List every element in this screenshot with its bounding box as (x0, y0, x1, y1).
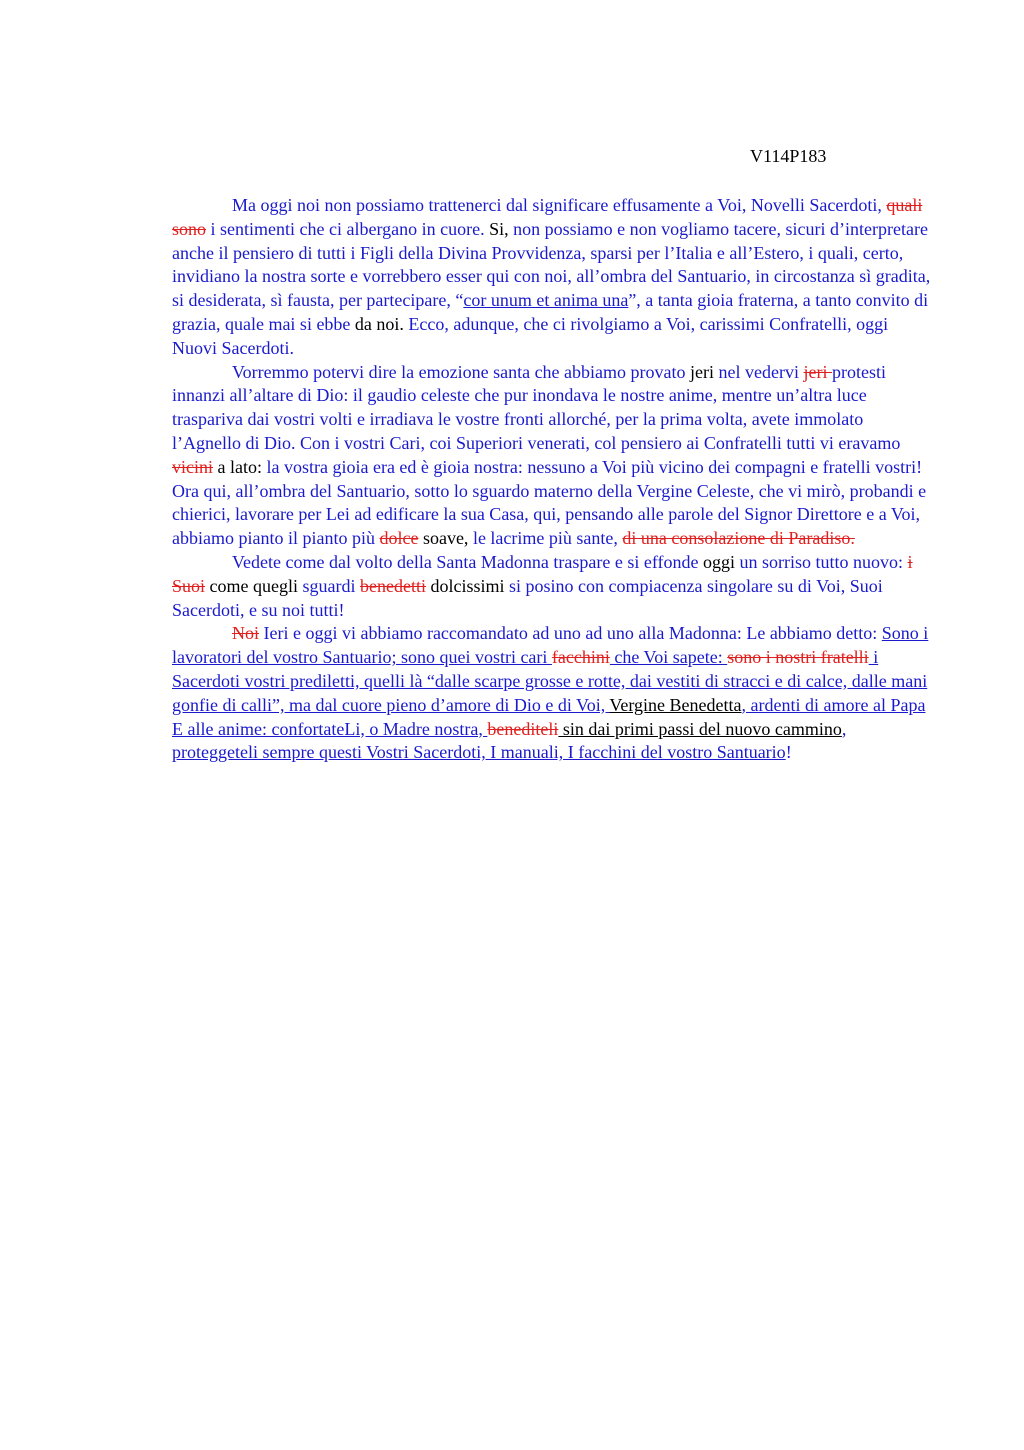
deleted-text: sono i nostri fratelli (727, 647, 869, 668)
paragraph-4 (172, 622, 932, 765)
text-run: Vorremmo potervi dire la emozione santa che abbiamo provato (232, 361, 691, 382)
inserted-text: soave, (418, 528, 473, 549)
deleted-text: i Suoi (172, 551, 913, 596)
text-run: , proteggeteli sempre questi Vostri Sacerdoti, I manuali, I facchini del vostro Santuario (172, 718, 847, 763)
inserted-text: a lato: (213, 456, 267, 477)
inserted-text: oggi (703, 551, 740, 572)
deleted-text: Noi (232, 623, 259, 644)
inserted-text: come quegli (205, 575, 303, 596)
text-run: cor unum et anima una (463, 290, 629, 311)
deleted-text: facchini (551, 647, 610, 668)
paragraph-2 (172, 361, 932, 551)
text-run: i Sacerdoti vostri prediletti, quelli là “dalle scarpe grosse e rotte, dai vestiti di stracci e di calce, dalle mani gonfie di calli”, ma dal cuore pieno d’amore di Dio e di Voi, (172, 647, 928, 715)
text-run: ”, a tanta gioia fraterna, a tanto convito di grazia, quale mai si ebbe (172, 290, 929, 334)
paragraph-3 (172, 551, 932, 622)
deleted-text: benedetti (360, 575, 426, 596)
text-run: protesti innanzi all’altare di Dio: il gaudio celeste che pur inondava le nostre anime, mentre un’altra luce traspariva dai vostri volti e irradiava le vostre fronti allorché, per la prima volta, avete immolato l’Agnello di Dio. Con i vostri Cari, coi Superiori venerati, col pensiero ai Confratelli tutti vi eravamo (172, 361, 901, 453)
inserted-text: Si, (489, 218, 514, 239)
text-run: , ardenti di amore al Papa E alle anime: confortateLi, o Madre nostra, (172, 694, 926, 739)
deleted-text: quali sono (172, 195, 923, 239)
text-run: non possiamo e non vogliamo tacere, sicuri d’interpretare anche il pensiero di tutti i Figli della Divina Provvidenza, sparsi per l’Italia e all’Estero, i quali, certo, invidiano la nostra sorte e vorrebbero esser qui con noi, all’ombra del Santuario, in circostanza sì gradita, si desiderata, sì fausta, per partecipare, “ (172, 218, 931, 311)
text-run: Ma oggi noi non possiamo trattenerci dal significare effusamente a Voi, Novelli Sacerdoti, (232, 195, 887, 215)
text-run: Vedete come dal volto della Santa Madonna traspare e si effonde (232, 551, 703, 572)
text-run: Sono i lavoratori del vostro Santuario; sono quei vostri cari (172, 623, 929, 668)
text-run: le lacrime più sante, (472, 528, 623, 549)
deleted-text: vicini (172, 456, 213, 477)
inserted-text: jeri (690, 361, 715, 382)
text-run: che Voi sapete: (609, 647, 728, 668)
text-run: la vostra gioia era ed è gioia nostra: nessuno a Voi più vicino dei compagni e fratelli vostri! Ora qui, all’ombra del Santuario, sotto lo sguardo materno della Vergine Celeste, che vi mirò, probandi e chierici, lavorare per Lei ad edificare la sua Casa, qui, pensando alle parole del Signor Direttore e a Voi, abbiamo pianto il pianto più (172, 456, 927, 549)
page-identifier: V114P183 (750, 146, 827, 166)
text-run: sguardi (302, 575, 360, 596)
deleted-text: jeri (803, 361, 832, 382)
document-body (172, 194, 932, 765)
paragraph-1 (172, 194, 932, 361)
text-run: ! (785, 742, 792, 763)
inserted-text: Vergine Benedetta (609, 694, 742, 715)
inserted-text: sin dai primi passi del nuovo cammino (558, 718, 842, 739)
inserted-text: dolcissimi (425, 575, 509, 596)
text-run: Ieri e oggi vi abbiamo raccomandato ad uno ad uno alla Madonna: Le abbiamo detto: (259, 623, 882, 644)
deleted-text: di una consolazione di Paradiso. (622, 528, 855, 549)
deleted-text: benediteli (487, 718, 559, 739)
deleted-text: dolce (379, 528, 419, 549)
text-run: Ecco, adunque, che ci rivolgiamo a Voi, carissimi Confratelli, oggi Nuovi Sacerdoti. (172, 313, 889, 358)
text-run: un sorriso tutto nuovo: (739, 551, 908, 572)
text-run: nel vedervi (714, 361, 804, 382)
inserted-text: da noi. (354, 313, 409, 334)
text-run: i sentimenti che ci albergano in cuore. (206, 218, 490, 239)
text-run: si posino con compiacenza singolare su di Voi, Suoi Sacerdoti, e su noi tutti! (172, 575, 883, 620)
